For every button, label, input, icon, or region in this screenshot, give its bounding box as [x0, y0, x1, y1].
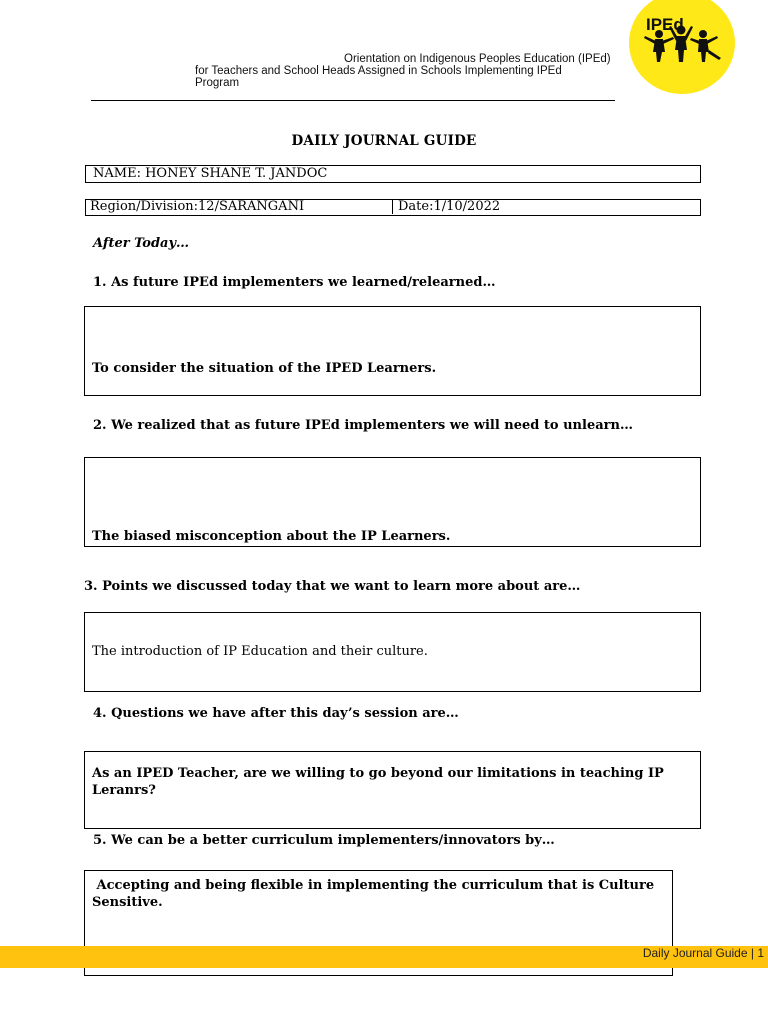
name-value: NAME: HONEY SHANE T. JANDOC: [93, 166, 328, 181]
header-line-1: Orientation on Indigenous Peoples Education (IPEd): [344, 53, 611, 65]
question-2: 2. We realized that as future IPEd implementers we will need to unlearn…: [93, 418, 633, 433]
answer-2: The biased misconception about the IP Learners.: [92, 529, 451, 544]
page-title: DAILY JOURNAL GUIDE: [291, 133, 477, 149]
region-date-divider: [392, 199, 393, 214]
question-1: 1. As future IPEd implementers we learned/relearned…: [93, 275, 496, 290]
region-value: Region/Division:12/SARANGANI: [90, 199, 305, 214]
header-line-2: for Teachers and School Heads Assigned in Schools Implementing IPEd: [195, 65, 562, 77]
question-3: 3. Points we discussed today that we want to learn more about are…: [84, 579, 581, 594]
question-5: 5. We can be a better curriculum implementers/innovators by…: [93, 833, 555, 848]
date-value: Date:1/10/2022: [398, 199, 501, 214]
intro-text: After Today…: [93, 236, 190, 251]
question-4: 4. Questions we have after this day’s session are…: [93, 706, 459, 721]
answer-box-1: [84, 306, 701, 396]
answer-4: As an IPED Teacher, are we willing to go beyond our limitations in teaching IP Leranrs?: [92, 766, 664, 798]
header-line-3: Program: [195, 77, 240, 89]
answer-5: Accepting and being flexible in implementing the curriculum that is Culture Sensitive.: [92, 878, 659, 910]
footer-page-label: Daily Journal Guide | 1: [642, 946, 764, 960]
answer-1: To consider the situation of the IPED Learners.: [92, 361, 437, 376]
header-rule: [91, 100, 615, 101]
answer-3: The introduction of IP Education and their culture.: [92, 644, 428, 659]
logo-text: IPEd: [646, 15, 684, 34]
